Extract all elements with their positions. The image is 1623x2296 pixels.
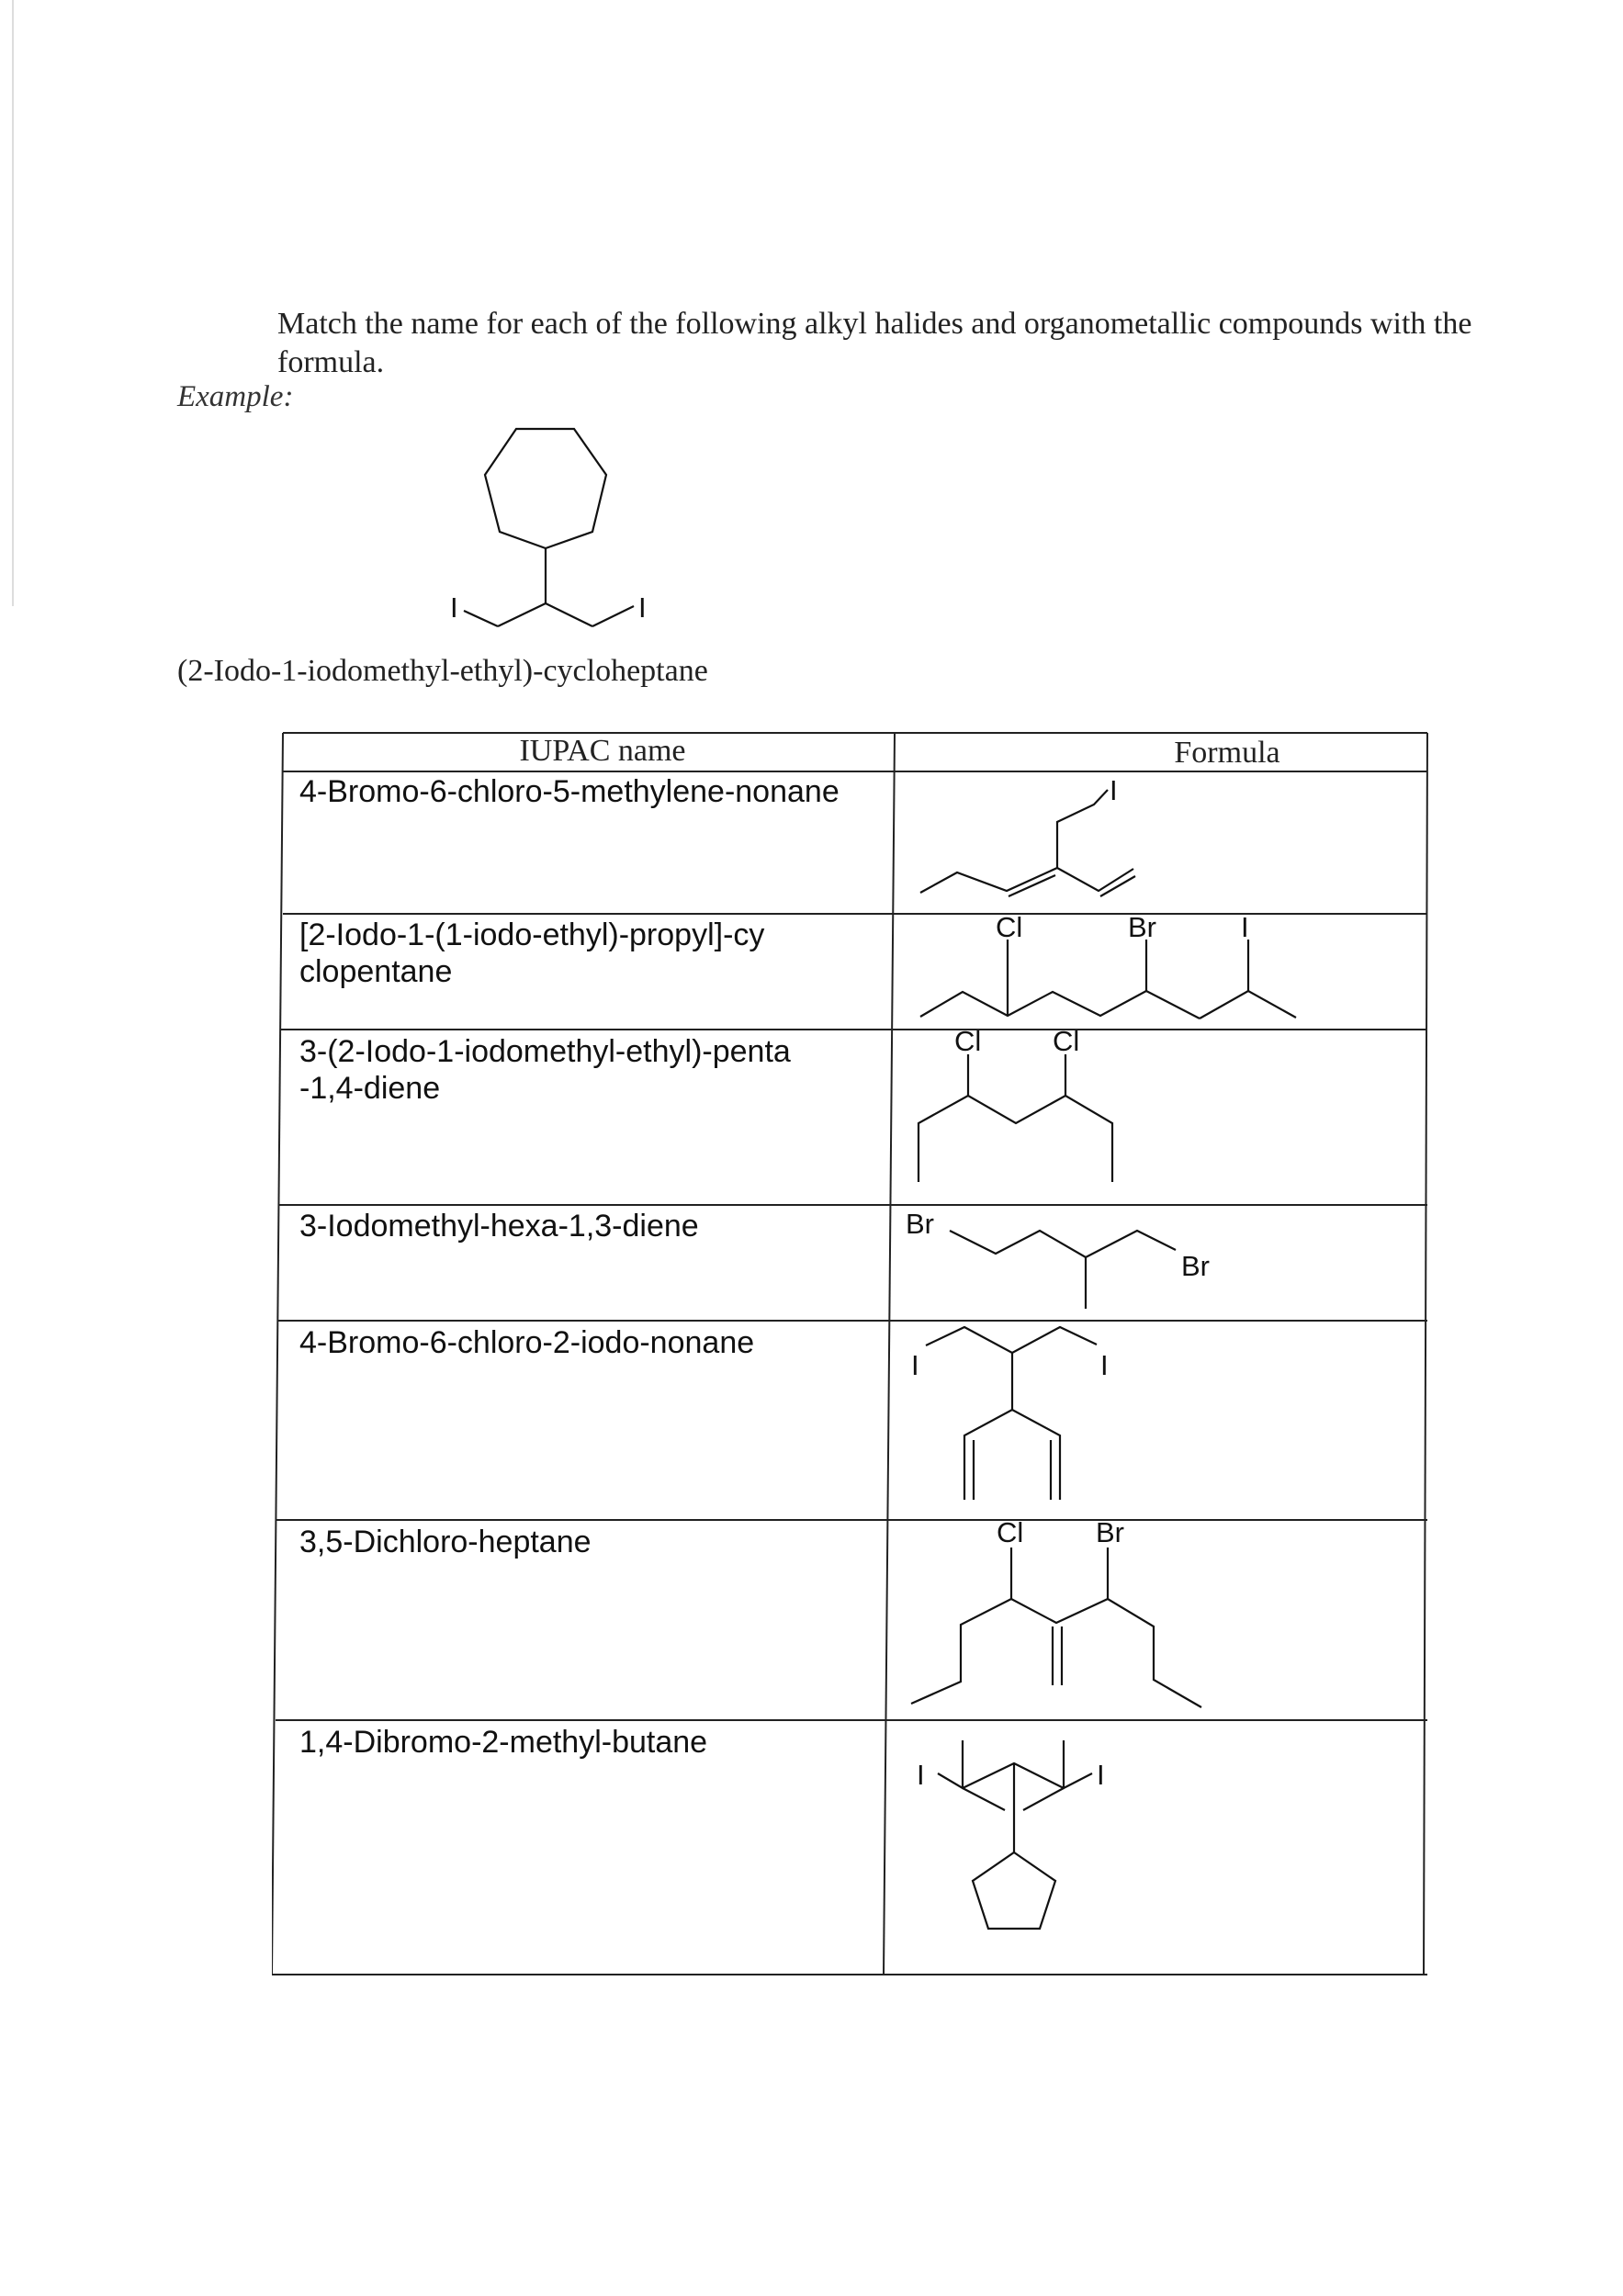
row-5-atom-1: I [911,1349,919,1381]
header-iupac-name: IUPAC name [519,734,686,768]
row-1-name: 4-Bromo-6-chloro-5-methylene-nonane [299,774,840,809]
row-7-name: 1,4-Dibromo-2-methyl-butane [299,1725,708,1760]
example-atom-1: I [450,591,458,624]
matching-table [272,730,1431,1977]
cycloheptane-ring [485,429,606,548]
row-7-formula [917,1740,1105,1929]
row-7-atom-1: I [917,1759,925,1791]
example-atom-2: I [638,591,647,624]
row-4-formula [906,1208,1210,1309]
row-3-name: 3-(2-Iodo-1-iodomethyl-ethyl)-penta -1,4-diene [299,1034,791,1106]
row-2-name: [2-Iodo-1-(1-iodo-ethyl)-propyl]-cy clopentane [299,917,765,989]
row-2-atom-3: I [1241,911,1249,943]
cyclopentane-ring [973,1852,1055,1929]
row-5-atom-2: I [1100,1349,1109,1381]
row-1-atom-1: I [1110,774,1118,806]
instructions: Match the name for each of the following alkyl halides and organometallic compounds with the formula. [277,307,1472,379]
row-6-atom-1: Cl [997,1516,1024,1548]
row-4-atom-2: Br [1181,1250,1210,1282]
row-3-atom-1: Cl [954,1025,982,1057]
row-6-name: 3,5-Dichloro-heptane [299,1525,592,1559]
row-6-formula [911,1516,1201,1707]
row-4-name: 3-Iodomethyl-hexa-1,3-diene [299,1209,699,1244]
header-formula: Formula [1174,736,1280,770]
row-4-atom-1: Br [906,1208,934,1240]
row-5-formula [911,1327,1109,1500]
row-2-formula [920,911,1296,1019]
row-2-atom-2: Br [1128,911,1156,943]
row-5-name: 4-Bromo-6-chloro-2-iodo-nonane [299,1325,755,1360]
row-1-formula [920,774,1135,896]
example-label: Example: [177,380,294,413]
row-2-atom-1: Cl [996,911,1023,943]
row-6-atom-2: Br [1096,1516,1124,1548]
example-name: (2-Iodo-1-iodomethyl-ethyl)-cycloheptane [177,654,708,688]
row-7-atom-2: I [1097,1759,1105,1791]
formula-structures [272,730,1431,1977]
row-3-atom-2: Cl [1053,1025,1080,1057]
example-structure [0,0,827,643]
row-3-formula [919,1025,1112,1182]
